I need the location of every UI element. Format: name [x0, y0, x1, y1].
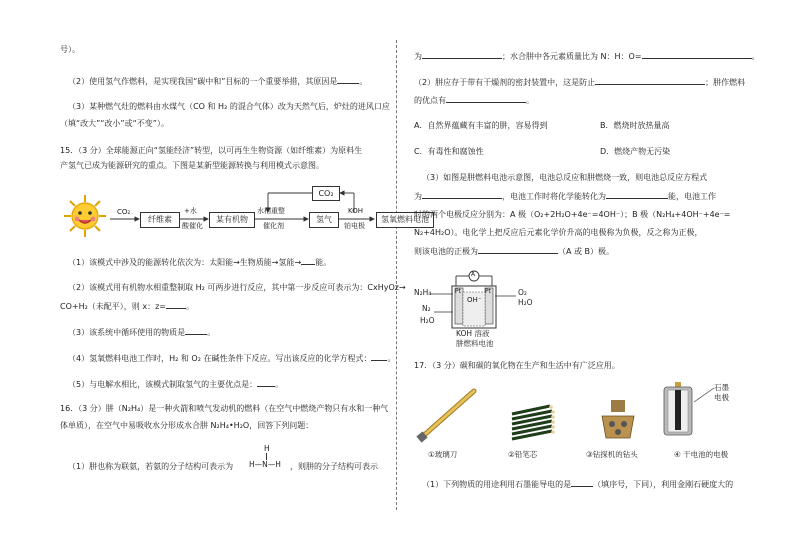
r-line-1-a: 为: [414, 52, 422, 61]
answer-blank[interactable]: [185, 326, 207, 335]
fuel-cell-box: 氢氧燃料电池: [376, 212, 434, 228]
co2-top-box: CO₂: [312, 186, 340, 201]
r-line-3-end: 。: [526, 96, 534, 105]
arrow3-bottom-label: 铂电极: [344, 222, 365, 230]
arrow3-top-label: KOH: [348, 207, 363, 215]
r-line-2-b: ；肼作燃料: [705, 78, 746, 87]
line-q14-end: 号）。: [60, 45, 80, 54]
question-15-4: [68, 352, 395, 364]
n2h4-label: N₂H₄: [414, 288, 432, 297]
arrow2-bottom-label: 催化剂: [263, 222, 284, 230]
answer-blank[interactable]: [371, 352, 387, 361]
r-line-1-b: ；水合肼中各元素质量比为 N：H：O=: [502, 52, 642, 61]
question-17-1-a: （1）下列物质的用途利用石墨能导电的是: [422, 480, 572, 489]
pt-right-label: Pt: [485, 288, 491, 295]
struct-bond: [266, 453, 267, 460]
question-15-stem-a: 15．（3 分）全球能源正向“氢能经济”转型，以可再生生物资源（如纤维素）为原料生: [60, 146, 363, 155]
n2-label: N₂: [422, 304, 431, 313]
question-15-4-end: 。: [387, 354, 396, 363]
cell-name-label: 肼燃料电池: [456, 339, 494, 348]
answer-blank[interactable]: [571, 478, 593, 487]
answer-blank[interactable]: [606, 190, 668, 199]
ammeter-label: A: [471, 271, 476, 278]
question-14-3-b-text: （填“改大”“改小”或“不变”）。: [60, 119, 169, 128]
cellulose-box: 纤维素: [140, 212, 180, 228]
answer-blank[interactable]: [642, 50, 752, 59]
question-15-3: [68, 326, 215, 338]
question-14-3-b: [60, 117, 169, 129]
drill-bit-icon: [598, 398, 638, 442]
r-line-2: [414, 76, 745, 88]
answer-blank[interactable]: [337, 75, 359, 84]
r-line-1-end: 。: [751, 52, 760, 61]
o2-label: O₂: [518, 288, 527, 297]
hydrogen-box: 氢气: [309, 212, 339, 228]
answer-blank[interactable]: [257, 378, 275, 387]
answer-blank[interactable]: [422, 50, 502, 59]
r-line-1: [414, 50, 760, 62]
image-caption-1: ①玻璃刀: [428, 450, 458, 459]
question-14-2-text: （2）使用氢气作燃料，是实现我国“碳中和”目标的一个重要举措，其原因是: [68, 77, 338, 86]
r-line-5-a: 为: [414, 192, 422, 201]
question-17-1: [422, 478, 733, 490]
question-15-5-text: （5）与电解水相比，该模式制取氢气的主要优点是：: [68, 380, 258, 389]
question-14-3: （3）某种燃气灶的燃料由水煤气（CO 和 H₂ 的混合气体）改为天然气后，炉灶的进风口应: [68, 102, 390, 111]
graphite-label-2: 电极: [714, 393, 729, 402]
r-line-8-b: （A 或 B）极。: [558, 247, 615, 256]
option-c: C．有毒性和腐蚀性: [414, 147, 484, 156]
r-line-5: [414, 190, 716, 202]
arrow1-bottom-label: 酸催化: [182, 222, 203, 230]
arrow2-top-label: 水相重整: [257, 207, 285, 215]
question-15-2-a: （2）该模式用有机物水相重整制取 H₂ 可两步进行反应，其中第一步反应可表示为：CxHyOz→: [68, 283, 406, 292]
koh-label: KOH 溶液: [456, 329, 490, 338]
option-d: D．燃烧产物无污染: [600, 147, 671, 156]
question-15-1-end: 能。: [315, 258, 332, 267]
struct-top-h: H: [264, 444, 270, 453]
pencil-lead-icon: [510, 404, 556, 444]
question-16-stem-b: 体单质），在空气中易吸收水分形成水合肼 N₂H₄•H₂O，回答下列问题：: [60, 421, 314, 430]
h2o-left-label: H₂O: [420, 316, 435, 325]
answer-blank[interactable]: [422, 190, 502, 199]
answer-blank[interactable]: [166, 300, 186, 309]
answer-blank[interactable]: [301, 256, 315, 265]
image-caption-3: ③钻探机的钻头: [586, 450, 638, 459]
struct-mid: H—N—H: [249, 460, 281, 469]
dry-cell-icon: [661, 380, 695, 438]
h2o-right-label: H₂O: [518, 298, 533, 307]
question-15-2-b: [60, 300, 194, 312]
r-line-3: [414, 94, 534, 106]
answer-blank[interactable]: [595, 76, 705, 85]
graphite-label-1: 石墨: [714, 383, 729, 392]
r-line-6: 时的两个电极反应分别为：A 极（O₂+2H₂O+4e⁻=4OH⁻）；B 极（N₂H₄+4OH⁻+4e⁻=: [414, 210, 731, 219]
r-line-4: （3）如图是肼燃料电池示意图，电池总反应和肼燃烧一致，则电池总反应方程式: [422, 173, 708, 182]
right-column: [398, 0, 794, 560]
r-line-8: [414, 245, 614, 257]
r-line-8-a: 则该电池的正极为: [414, 247, 478, 256]
fuel-cell-diagram: [414, 266, 540, 348]
question-16-1-b: ，则肼的分子结构可表示: [290, 462, 378, 471]
r-line-5-b: ，电池工作时将化学能转化为: [502, 192, 606, 201]
option-b: B．燃烧时放热量高: [600, 121, 670, 130]
r-line-7: N₂+4H₂O）。电化学上把反应后元素化学价升高的电极称为负极，反之称为正极，: [414, 228, 703, 237]
r-line-5-c: 能，电池工作: [668, 192, 716, 201]
question-15-1-text: （1）该模式中涉及的能源转化依次为：太阳能→生物质能→氢能→: [68, 258, 302, 267]
question-16-1: [68, 461, 233, 472]
arrow1-top-label: +水: [184, 207, 197, 215]
question-17-1-b: （填序号，下同），利用金刚石硬度大的: [593, 480, 734, 489]
oh-label: OH⁻: [467, 296, 482, 304]
question-15-5: [68, 378, 283, 390]
answer-blank[interactable]: [478, 245, 558, 254]
r-line-2-a: （2）肼应存于带有干燥剂的密封装置中，这是防止: [414, 78, 596, 87]
question-16-1-text: （1）肼也称为联氨，若氨的分子结构可表示为: [68, 462, 234, 471]
question-15-stem-b: 产氢气已成为能源研究的重点。下图是某新型能源转换与利用模式示意图。: [60, 161, 324, 170]
co2-left-label: CO₂: [117, 208, 131, 216]
image-caption-2: ②铅笔芯: [508, 450, 538, 459]
question-15-5-end: 。: [275, 380, 284, 389]
question-15-2-b-end: 。: [186, 302, 194, 311]
answer-blank[interactable]: [446, 94, 526, 103]
r-line-3-a: 的优点有: [414, 96, 446, 105]
option-a: A．自然界蕴藏有丰富的肼，容易得到: [414, 121, 548, 130]
question-15-3-text: （3）该系统中循环使用的物质是: [68, 328, 186, 337]
column-divider: [396, 40, 397, 510]
glass-cutter-icon: [414, 383, 484, 443]
graphite-pointer: [694, 386, 714, 406]
question-15-2-b-text: CO+H₂（未配平），则 x：z=: [60, 302, 166, 311]
organic-box: 某有机物: [209, 212, 255, 228]
question-15-3-end: 。: [207, 328, 216, 337]
question-15-1: [68, 256, 331, 268]
question-16-stem-a: 16．（3 分）肼（N₂H₄）是一种火箭和喷气发动机的燃料（在空气中燃烧产物只有水和一种气: [60, 404, 389, 413]
ammonia-structure: [249, 444, 289, 474]
image-caption-4: ④ 干电池的电极: [674, 450, 729, 459]
question-14-2: [68, 75, 367, 87]
question-15-4-text: （4）氢氧燃料电池工作时，H₂ 和 O₂ 在碱性条件下反应。写出该反应的化学方程式：: [68, 354, 372, 363]
pt-left-label: Pt: [455, 288, 461, 295]
question-14-2-end: 。: [359, 77, 368, 86]
diagram-arrows: [60, 176, 390, 242]
energy-diagram: [60, 176, 390, 242]
question-17-stem: 17．（3 分）碳和碳的氧化物在生产和生活中有广泛应用。: [414, 361, 620, 370]
